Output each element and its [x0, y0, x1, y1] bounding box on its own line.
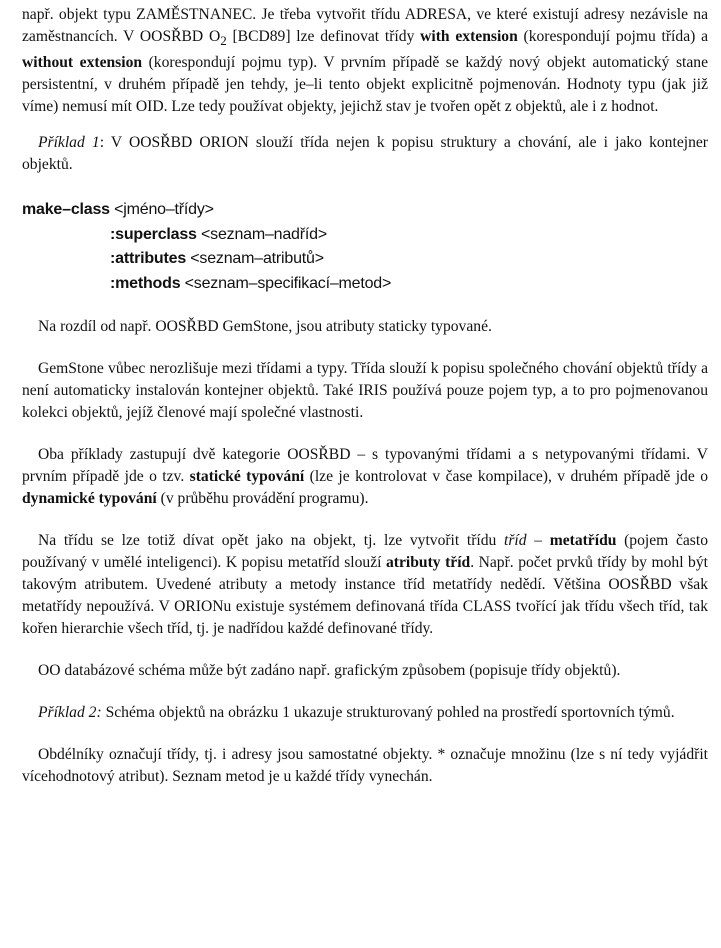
code-line-methods: :methods <seznam–specifikací–metod>: [110, 274, 392, 292]
metaclass-term: metatřídu: [549, 532, 617, 550]
code-line-make-class: make–class <jméno–třídy>: [22, 201, 214, 219]
paragraph-schema: OO databázové schéma může být zadáno např. grafickým způsobem (popisuje třídy objektů).: [38, 662, 621, 680]
paragraph-intro: např. objekt typu ZAMĚSTNANEC. Je třeba vytvořit třídu ADRESA, ve které existují adresy nezávisle na zaměstnancích. V OOSŘBD $O_2$ [BCD89] lze definovat třídy with extension (korespondují pojmu třída) a without extension (korespondují pojmu typ). V prvním případě se každý nový objekt automatický stane persistentní, v druhém případě jen tehdy, je–li tento objekt explicitně pojmenován. Hodnoty typu (jak již víme) nemusí mít OID. Lze tedy používat objekty, jejichž stav je tvořen opět z objektů, ale i z hodnot.: [22, 6, 708, 116]
paragraph-categories: Oba příklady zastupují dvě kategorie OOSŘBD – s typovanými třídami a s netypovanými třídami. V prvním případě jde o tzv. statické typování (lze je kontrolovat v čase kompilace), v druhém případě jde o dynamické typování (v průběhu provádění programu).: [22, 446, 708, 508]
paragraph-rectangles: Obdélníky označují třídy, tj. i adresy jsou samostatné objekty. * označuje množinu (lze s ní tedy vyjádřit vícehodnotový atribut). Seznam metod je u každé třídy vynechán.: [22, 746, 708, 786]
code-line-superclass: :superclass <seznam–nadříd>: [110, 225, 327, 243]
example-2: Příklad 2: Schéma objektů na obrázku 1 ukazuje strukturovaný pohled na prostředí sportovních týmů.: [38, 704, 675, 722]
class-attributes-term: atributy tříd: [385, 554, 471, 572]
without-extension-term: without extension: [22, 54, 143, 72]
paragraph-metaclass: Na třídu se lze totiž dívat opět jako na objekt, tj. lze vytvořit třídu tříd – metatřídu (pojem často používaný v umělé inteligenci). K popisu metatříd slouží atributy tříd. Např. počet prvků třídy by mohl být takovým atributem. Uvedené atributy a metody instance tříd metatřídy nedědí. Většina OOSŘBD však metatřídy nepoužívá. V ORIONu existuje systémem definovaná třída CLASS tvořící jak třídu všech tříd, tak kořen hierarchie všech tříd, tj. je nadřídou každé definované třídy.: [22, 532, 708, 638]
code-block-make-class: [22, 198, 708, 296]
example-1-label: Příklad 1: [38, 134, 100, 152]
trid-term: tříd: [504, 532, 527, 550]
example-1: Příklad 1: V OOSŘBD ORION slouží třída nejen k popisu struktury a chování, ale i jako kontejner objektů.: [22, 134, 708, 174]
document-page: [22, 4, 708, 788]
o2-subscript: 2: [220, 33, 227, 49]
paragraph-gemstone-difference: Na rozdíl od např. OOSŘBD GemStone, jsou atributy staticky typované.: [38, 318, 492, 336]
example-2-label: Příklad 2:: [38, 704, 102, 722]
paragraph-gemstone: GemStone vůbec nerozlišuje mezi třídami a typy. Třída slouží k popisu společného chování objektů třídy a není automaticky instalován kontejner objektů. Také IRIS používá pouze pojem typ, a to pro pojmenovanou kolekci objektů, jejíž členové mají společné vlastnosti.: [22, 360, 708, 422]
dynamic-typing-term: dynamické typování: [22, 490, 157, 508]
code-line-attributes: :attributes <seznam–atributů>: [110, 250, 324, 268]
static-typing-term: statické typování: [189, 468, 305, 486]
with-extension-term: with extension: [420, 28, 518, 45]
